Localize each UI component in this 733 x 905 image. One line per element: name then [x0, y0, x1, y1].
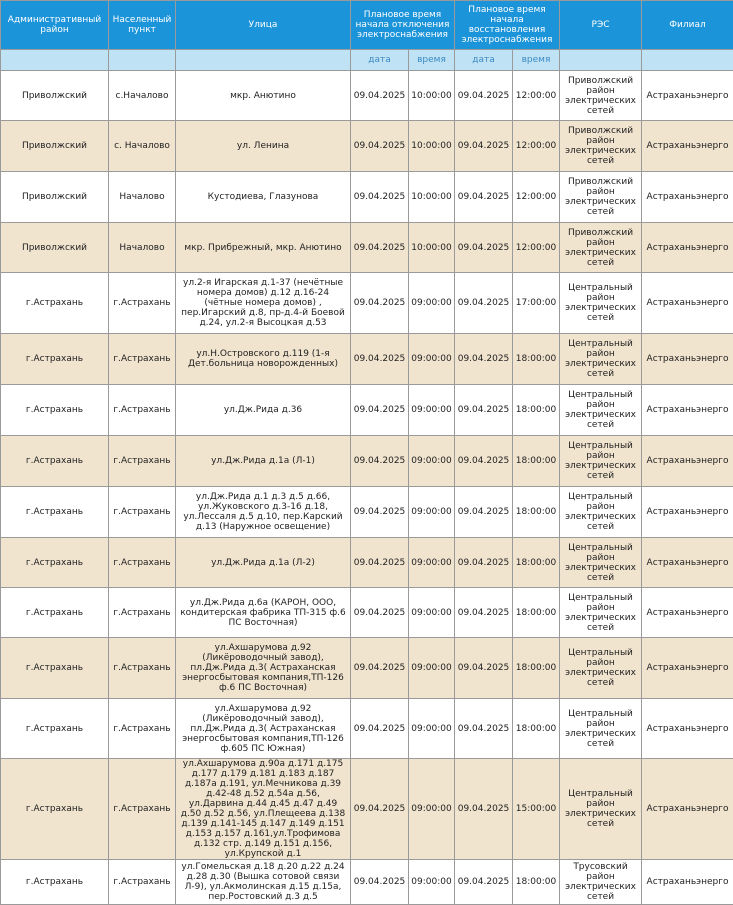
table-row — [1, 121, 733, 172]
cell-off-date: 09.04.2025 — [351, 334, 409, 385]
cell-off-date: 09.04.2025 — [351, 436, 409, 487]
cell-branch: Астраханьэнерго — [642, 487, 733, 538]
subheader-empty — [109, 50, 176, 71]
cell-off-time: 10:00:00 — [409, 223, 455, 273]
cell-off-time: 09:00:00 — [409, 487, 455, 538]
cell-on-date: 09.04.2025 — [455, 699, 513, 759]
table-body — [1, 71, 733, 905]
cell-res: Приволжский район электрических сетей — [560, 71, 642, 121]
cell-res: Центральный район электрических сетей — [560, 273, 642, 334]
cell-off-date: 09.04.2025 — [351, 588, 409, 638]
header-street: Улица — [176, 1, 351, 50]
cell-locality: г.Астрахань — [109, 699, 176, 759]
cell-on-date: 09.04.2025 — [455, 860, 513, 905]
cell-on-time: 18:00:00 — [513, 860, 560, 905]
cell-off-date: 09.04.2025 — [351, 223, 409, 273]
subheader-off-date: дата — [351, 50, 409, 71]
cell-district: г.Астрахань — [1, 638, 109, 699]
cell-on-date: 09.04.2025 — [455, 71, 513, 121]
cell-on-date: 09.04.2025 — [455, 172, 513, 223]
cell-on-time: 18:00:00 — [513, 638, 560, 699]
cell-branch: Астраханьэнерго — [642, 588, 733, 638]
cell-branch: Астраханьэнерго — [642, 121, 733, 172]
cell-district: г.Астрахань — [1, 588, 109, 638]
cell-street: ул.2-я Игарская д.1-37 (нечётные номера домов) д.12 д.16-24 (чётные номера домов) , пер.Игарский д.8, пр-д.4-й Боевой д.24, ул.2-я Высоцкая д.53 — [176, 273, 351, 334]
cell-district: г.Астрахань — [1, 436, 109, 487]
cell-branch: Астраханьэнерго — [642, 860, 733, 905]
cell-on-time: 18:00:00 — [513, 436, 560, 487]
cell-branch: Астраханьэнерго — [642, 538, 733, 588]
table-row — [1, 71, 733, 121]
cell-locality: г.Астрахань — [109, 759, 176, 860]
cell-district: Приволжский — [1, 172, 109, 223]
cell-res: Центральный район электрических сетей — [560, 487, 642, 538]
cell-res: Трусовский район электрических сетей — [560, 860, 642, 905]
cell-off-date: 09.04.2025 — [351, 699, 409, 759]
cell-branch: Астраханьэнерго — [642, 334, 733, 385]
cell-off-time: 09:00:00 — [409, 385, 455, 436]
cell-off-date: 09.04.2025 — [351, 860, 409, 905]
cell-on-time: 18:00:00 — [513, 699, 560, 759]
header-district: Административный район — [1, 1, 109, 50]
cell-off-date: 09.04.2025 — [351, 273, 409, 334]
cell-res: Центральный район электрических сетей — [560, 334, 642, 385]
cell-res: Центральный район электрических сетей — [560, 759, 642, 860]
cell-locality: г.Астрахань — [109, 385, 176, 436]
cell-district: г.Астрахань — [1, 487, 109, 538]
cell-locality: г.Астрахань — [109, 638, 176, 699]
cell-branch: Астраханьэнерго — [642, 71, 733, 121]
cell-on-date: 09.04.2025 — [455, 538, 513, 588]
subheader-on-date: дата — [455, 50, 513, 71]
cell-district: Приволжский — [1, 71, 109, 121]
cell-district: г.Астрахань — [1, 273, 109, 334]
cell-branch: Астраханьэнерго — [642, 699, 733, 759]
cell-street: ул. Ленина — [176, 121, 351, 172]
cell-on-time: 18:00:00 — [513, 538, 560, 588]
cell-on-date: 09.04.2025 — [455, 487, 513, 538]
cell-locality: Началово — [109, 223, 176, 273]
cell-branch: Астраханьэнерго — [642, 385, 733, 436]
cell-off-time: 09:00:00 — [409, 273, 455, 334]
cell-off-date: 09.04.2025 — [351, 638, 409, 699]
cell-street: ул.Дж.Рида д.6а (КАРОН, ООО, кондитерская фабрика ТП-315 ф.6 ПС Восточная) — [176, 588, 351, 638]
cell-on-time: 17:00:00 — [513, 273, 560, 334]
cell-on-time: 12:00:00 — [513, 121, 560, 172]
table-row — [1, 538, 733, 588]
cell-off-time: 09:00:00 — [409, 436, 455, 487]
cell-street: ул.Дж.Рида д.1 д.3 д.5 д.66, ул.Жуковского д.3-16 д.18, ул.Лессаля д.5 д.10, пер.Карский д.13 (Наружное освещение) — [176, 487, 351, 538]
cell-branch: Астраханьэнерго — [642, 223, 733, 273]
cell-on-date: 09.04.2025 — [455, 638, 513, 699]
table-row — [1, 334, 733, 385]
cell-district: Приволжский — [1, 121, 109, 172]
table-row — [1, 699, 733, 759]
cell-district: г.Астрахань — [1, 385, 109, 436]
cell-on-date: 09.04.2025 — [455, 588, 513, 638]
cell-branch: Астраханьэнерго — [642, 638, 733, 699]
header-row — [1, 1, 733, 50]
cell-res: Приволжский район электрических сетей — [560, 223, 642, 273]
header-res: РЭС — [560, 1, 642, 50]
cell-off-date: 09.04.2025 — [351, 172, 409, 223]
table-row — [1, 638, 733, 699]
table-row — [1, 273, 733, 334]
cell-off-date: 09.04.2025 — [351, 759, 409, 860]
cell-off-date: 09.04.2025 — [351, 487, 409, 538]
cell-on-time: 12:00:00 — [513, 223, 560, 273]
cell-on-time: 12:00:00 — [513, 71, 560, 121]
cell-on-time: 18:00:00 — [513, 385, 560, 436]
cell-on-date: 09.04.2025 — [455, 436, 513, 487]
cell-res: Приволжский район электрических сетей — [560, 172, 642, 223]
cell-district: г.Астрахань — [1, 334, 109, 385]
cell-off-time: 09:00:00 — [409, 638, 455, 699]
table-row — [1, 588, 733, 638]
cell-off-time: 10:00:00 — [409, 71, 455, 121]
cell-on-time: 12:00:00 — [513, 172, 560, 223]
cell-branch: Астраханьэнерго — [642, 172, 733, 223]
cell-street: ул.Дж.Рида д.1а (Л-2) — [176, 538, 351, 588]
cell-on-date: 09.04.2025 — [455, 223, 513, 273]
cell-off-time: 10:00:00 — [409, 121, 455, 172]
cell-res: Центральный район электрических сетей — [560, 699, 642, 759]
cell-off-time: 09:00:00 — [409, 334, 455, 385]
cell-off-time: 09:00:00 — [409, 588, 455, 638]
cell-on-time: 15:00:00 — [513, 759, 560, 860]
cell-res: Центральный район электрических сетей — [560, 385, 642, 436]
cell-street: ул.Н.Островского д.119 (1-я Дет.больница новорожденных) — [176, 334, 351, 385]
table-row — [1, 759, 733, 860]
subheader-on-time: время — [513, 50, 560, 71]
cell-off-date: 09.04.2025 — [351, 538, 409, 588]
subheader-row — [1, 50, 733, 71]
cell-locality: г.Астрахань — [109, 860, 176, 905]
subheader-empty — [560, 50, 642, 71]
cell-street: ул.Ахшарумова д.92 (Ликёроводочный завод), пл.Дж.Рида д.3( Астраханская энергосбытовая компания,ТП-126 ф.6 ПС Восточная) — [176, 638, 351, 699]
cell-on-date: 09.04.2025 — [455, 273, 513, 334]
cell-on-time: 18:00:00 — [513, 334, 560, 385]
cell-res: Центральный район электрических сетей — [560, 588, 642, 638]
subheader-empty — [1, 50, 109, 71]
cell-locality: с. Началово — [109, 121, 176, 172]
table-row — [1, 223, 733, 273]
cell-on-date: 09.04.2025 — [455, 334, 513, 385]
cell-on-time: 18:00:00 — [513, 588, 560, 638]
cell-locality: г.Астрахань — [109, 334, 176, 385]
table-row — [1, 436, 733, 487]
header-on-time: Плановое время начала восстановления электроснабжения — [455, 1, 560, 50]
cell-district: г.Астрахань — [1, 759, 109, 860]
cell-district: г.Астрахань — [1, 699, 109, 759]
cell-street: мкр. Анютино — [176, 71, 351, 121]
header-branch: Филиал — [642, 1, 733, 50]
cell-res: Центральный район электрических сетей — [560, 538, 642, 588]
header-off-time: Плановое время начала отключения электроснабжения — [351, 1, 455, 50]
subheader-empty — [642, 50, 733, 71]
cell-on-date: 09.04.2025 — [455, 385, 513, 436]
cell-res: Приволжский район электрических сетей — [560, 121, 642, 172]
cell-res: Центральный район электрических сетей — [560, 638, 642, 699]
table-row — [1, 385, 733, 436]
cell-district: г.Астрахань — [1, 538, 109, 588]
cell-off-time: 09:00:00 — [409, 538, 455, 588]
cell-locality: г.Астрахань — [109, 273, 176, 334]
subheader-empty — [176, 50, 351, 71]
cell-off-time: 09:00:00 — [409, 860, 455, 905]
cell-off-date: 09.04.2025 — [351, 121, 409, 172]
cell-street: ул.Дж.Рида д.36 — [176, 385, 351, 436]
cell-district: Приволжский — [1, 223, 109, 273]
cell-on-time: 18:00:00 — [513, 487, 560, 538]
cell-branch: Астраханьэнерго — [642, 436, 733, 487]
cell-street: ул.Дж.Рида д.1а (Л-1) — [176, 436, 351, 487]
cell-res: Центральный район электрических сетей — [560, 436, 642, 487]
cell-district: г.Астрахань — [1, 860, 109, 905]
cell-off-time: 09:00:00 — [409, 759, 455, 860]
cell-street: ул.Ахшарумова д.92 (Ликёроводочный завод), пл.Дж.Рида д.3( Астраханская энергосбытовая компания,ТП-126 ф.605 ПС Южная) — [176, 699, 351, 759]
cell-on-date: 09.04.2025 — [455, 759, 513, 860]
cell-branch: Астраханьэнерго — [642, 273, 733, 334]
cell-off-time: 09:00:00 — [409, 699, 455, 759]
cell-on-date: 09.04.2025 — [455, 121, 513, 172]
cell-street: мкр. Прибрежный, мкр. Анютино — [176, 223, 351, 273]
cell-off-time: 10:00:00 — [409, 172, 455, 223]
cell-off-date: 09.04.2025 — [351, 385, 409, 436]
cell-locality: г.Астрахань — [109, 436, 176, 487]
cell-locality: г.Астрахань — [109, 487, 176, 538]
table-row — [1, 860, 733, 905]
table-row — [1, 487, 733, 538]
cell-locality: г.Астрахань — [109, 588, 176, 638]
table-row — [1, 172, 733, 223]
cell-branch: Астраханьэнерго — [642, 759, 733, 860]
cell-locality: Началово — [109, 172, 176, 223]
cell-off-date: 09.04.2025 — [351, 71, 409, 121]
cell-street: ул.Ахшарумова д.90а д.171 д.175 д.177 д.179 д.181 д.183 д.187 д.187а д.191, ул.Мечникова д.39 д.42-48 д.52 д.54а д.56, ул.Дарвина д.44 д.45 д.47 д.49 д.50 д.52 д.56, ул.Плещеева д.138 д.139 д.141-145 д.147 д.149 д.151 д.153 д.157 д.161,ул.Трофимова д.132 стр. д.149 д.151 д.156, ул.Крупской д.1 — [176, 759, 351, 860]
cell-locality: г.Астрахань — [109, 538, 176, 588]
cell-street: ул.Гомельская д.18 д.20 д.22 д.24 д.28 д.30 (Вышка сотовой связи Л-9), ул.Акмолинская д.15 д.15а, пер.Ростовский д.3 д.5 — [176, 860, 351, 905]
subheader-off-time: время — [409, 50, 455, 71]
cell-street: Кустодиева, Глазунова — [176, 172, 351, 223]
header-locality: Населенный пункт — [109, 1, 176, 50]
cell-locality: с.Началово — [109, 71, 176, 121]
